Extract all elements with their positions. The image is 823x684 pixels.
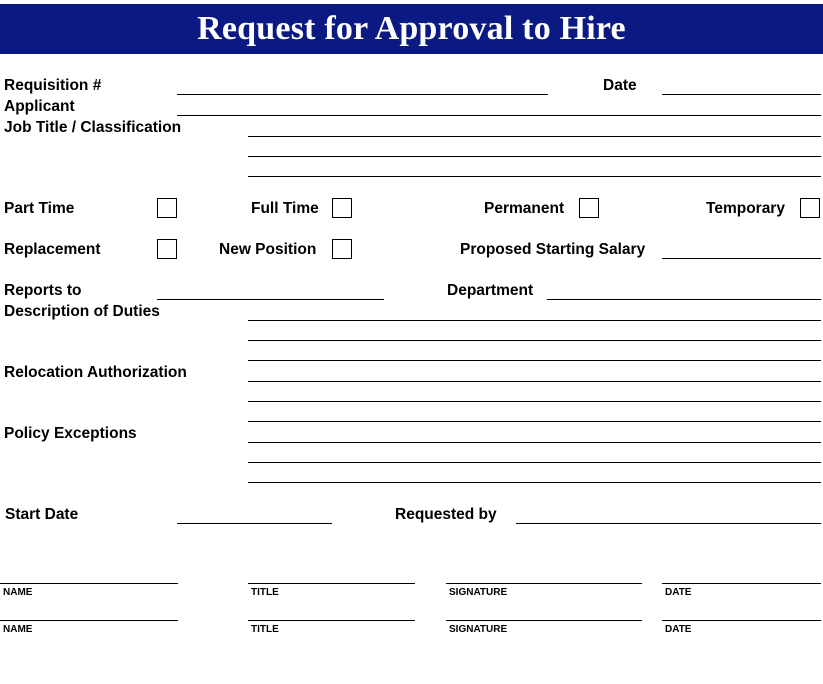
form-header (0, 4, 823, 54)
duties-field-3[interactable] (248, 360, 821, 361)
job-title-field-2[interactable] (248, 156, 821, 157)
reports-to-field[interactable] (157, 299, 384, 300)
department-label: Department (447, 282, 534, 299)
approver-1-name-caption: NAME (3, 587, 33, 598)
requested-by-label: Requested by (395, 506, 497, 523)
relocation-field-3[interactable] (248, 421, 821, 422)
policy-field-1[interactable] (248, 442, 821, 443)
requisition-label: Requisition # (4, 77, 102, 94)
approver-2-date-caption: DATE (665, 624, 692, 635)
approver-2-title-caption: TITLE (251, 624, 279, 635)
approver-2-name-line[interactable] (0, 620, 178, 621)
part-time-checkbox[interactable] (157, 198, 177, 218)
applicant-label: Applicant (4, 98, 75, 115)
approver-1-title-line[interactable] (248, 583, 415, 584)
policy-label: Policy Exceptions (4, 425, 137, 442)
full-time-checkbox[interactable] (332, 198, 352, 218)
job-title-field-1[interactable] (248, 136, 821, 137)
temporary-checkbox[interactable] (800, 198, 820, 218)
approver-1-name-line[interactable] (0, 583, 178, 584)
policy-field-3[interactable] (248, 482, 821, 483)
approver-1-title-caption: TITLE (251, 587, 279, 598)
replacement-checkbox[interactable] (157, 239, 177, 259)
permanent-checkbox[interactable] (579, 198, 599, 218)
permanent-label: Permanent (484, 200, 565, 217)
form-title: Request for Approval to Hire (197, 10, 626, 47)
department-field[interactable] (547, 299, 821, 300)
date-label: Date (603, 77, 637, 94)
requested-by-field[interactable] (516, 523, 821, 524)
job-title-label: Job Title / Classification (4, 119, 182, 136)
duties-label: Description of Duties (4, 303, 160, 320)
approver-1-signature-caption: SIGNATURE (449, 587, 508, 598)
new-position-checkbox[interactable] (332, 239, 352, 259)
salary-label: Proposed Starting Salary (460, 241, 646, 258)
full-time-label: Full Time (251, 200, 319, 217)
approver-2-signature-caption: SIGNATURE (449, 624, 508, 635)
relocation-label: Relocation Authorization (4, 364, 187, 381)
approver-2-date-line[interactable] (662, 620, 821, 621)
approver-2-name-caption: NAME (3, 624, 33, 635)
approver-1-date-line[interactable] (662, 583, 821, 584)
date-field[interactable] (662, 94, 821, 95)
reports-to-label: Reports to (4, 282, 82, 299)
requisition-field[interactable] (177, 94, 548, 95)
relocation-field-2[interactable] (248, 401, 821, 402)
new-position-label: New Position (219, 241, 317, 258)
part-time-label: Part Time (4, 200, 75, 217)
relocation-field-1[interactable] (248, 381, 821, 382)
job-title-field-3[interactable] (248, 176, 821, 177)
duties-field-1[interactable] (248, 320, 821, 321)
temporary-label: Temporary (706, 200, 785, 217)
policy-field-2[interactable] (248, 462, 821, 463)
approver-1-signature-line[interactable] (446, 583, 642, 584)
approver-2-signature-line[interactable] (446, 620, 642, 621)
applicant-field[interactable] (177, 115, 821, 116)
approver-2-title-line[interactable] (248, 620, 415, 621)
start-date-field[interactable] (177, 523, 332, 524)
duties-field-2[interactable] (248, 340, 821, 341)
replacement-label: Replacement (4, 241, 101, 258)
approver-1-date-caption: DATE (665, 587, 692, 598)
salary-field[interactable] (662, 258, 821, 259)
start-date-label: Start Date (5, 506, 79, 523)
